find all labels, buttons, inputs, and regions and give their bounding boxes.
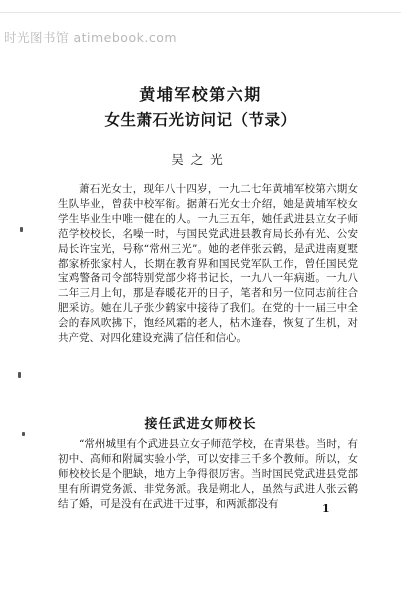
scan-top-rule: [0, 12, 401, 13]
body-text-2: [58, 437, 358, 512]
body-text-1: [58, 182, 358, 346]
margin-mark: [18, 372, 21, 378]
margin-mark: [20, 227, 23, 232]
article-subtitle: 女生萧石光访问记（节录）: [104, 110, 297, 129]
watermark-text: 时光图书馆 atimebook.com: [4, 30, 178, 45]
article-title: 黄埔军校第六期: [139, 85, 262, 104]
section-heading: 接任武进女师校长: [144, 417, 257, 432]
paragraph: “常州城里有个武进县立女子师范学校，在青果巷。当时，有初中、高师和附属实验小学，可以安排三千多个教师。所以，女师校校长是个肥缺，地方上争得很厉害。当时国民党武进县党部里有所谓党务派、非党务派。我是朔北人，虽然与武进人张云鹤结了婚，可是没有在武进干过事，和两派都没有: [58, 438, 358, 510]
page-number: 1: [322, 502, 330, 515]
author-name: 吴之光: [171, 152, 230, 167]
margin-mark: [22, 432, 25, 436]
paragraph: 萧石光女士，现年八十四岁，一九二七年黄埔军校第六期女生队毕业，曾获中校军衔。据萧石光女士介绍，她是黄埔军校女学生毕业生中唯一健在的人。一九三五年，她任武进县立女子师范学校校长，名噪一时，与国民党武进县教育局长孙有光、公安局长许宝光，号称“常州三光”。她的老伴张云鹤，是武进南夏墅都家桥张家村人，长期在教育界和国民党军队工作，曾任国民党宝鸡警备司令部特别党部少将书记长，一九八一年病逝。一九八二年三月上旬，那是春暖花开的日子，笔者和另一位同志前往合肥采访。她在儿子张少鹤家中接待了我们。在党的十一届三中全会的春风吹拂下，饱经风霜的老人，枯木逢春，恢复了生机，对共产党、对四化建设充满了信任和信心。: [58, 183, 358, 345]
